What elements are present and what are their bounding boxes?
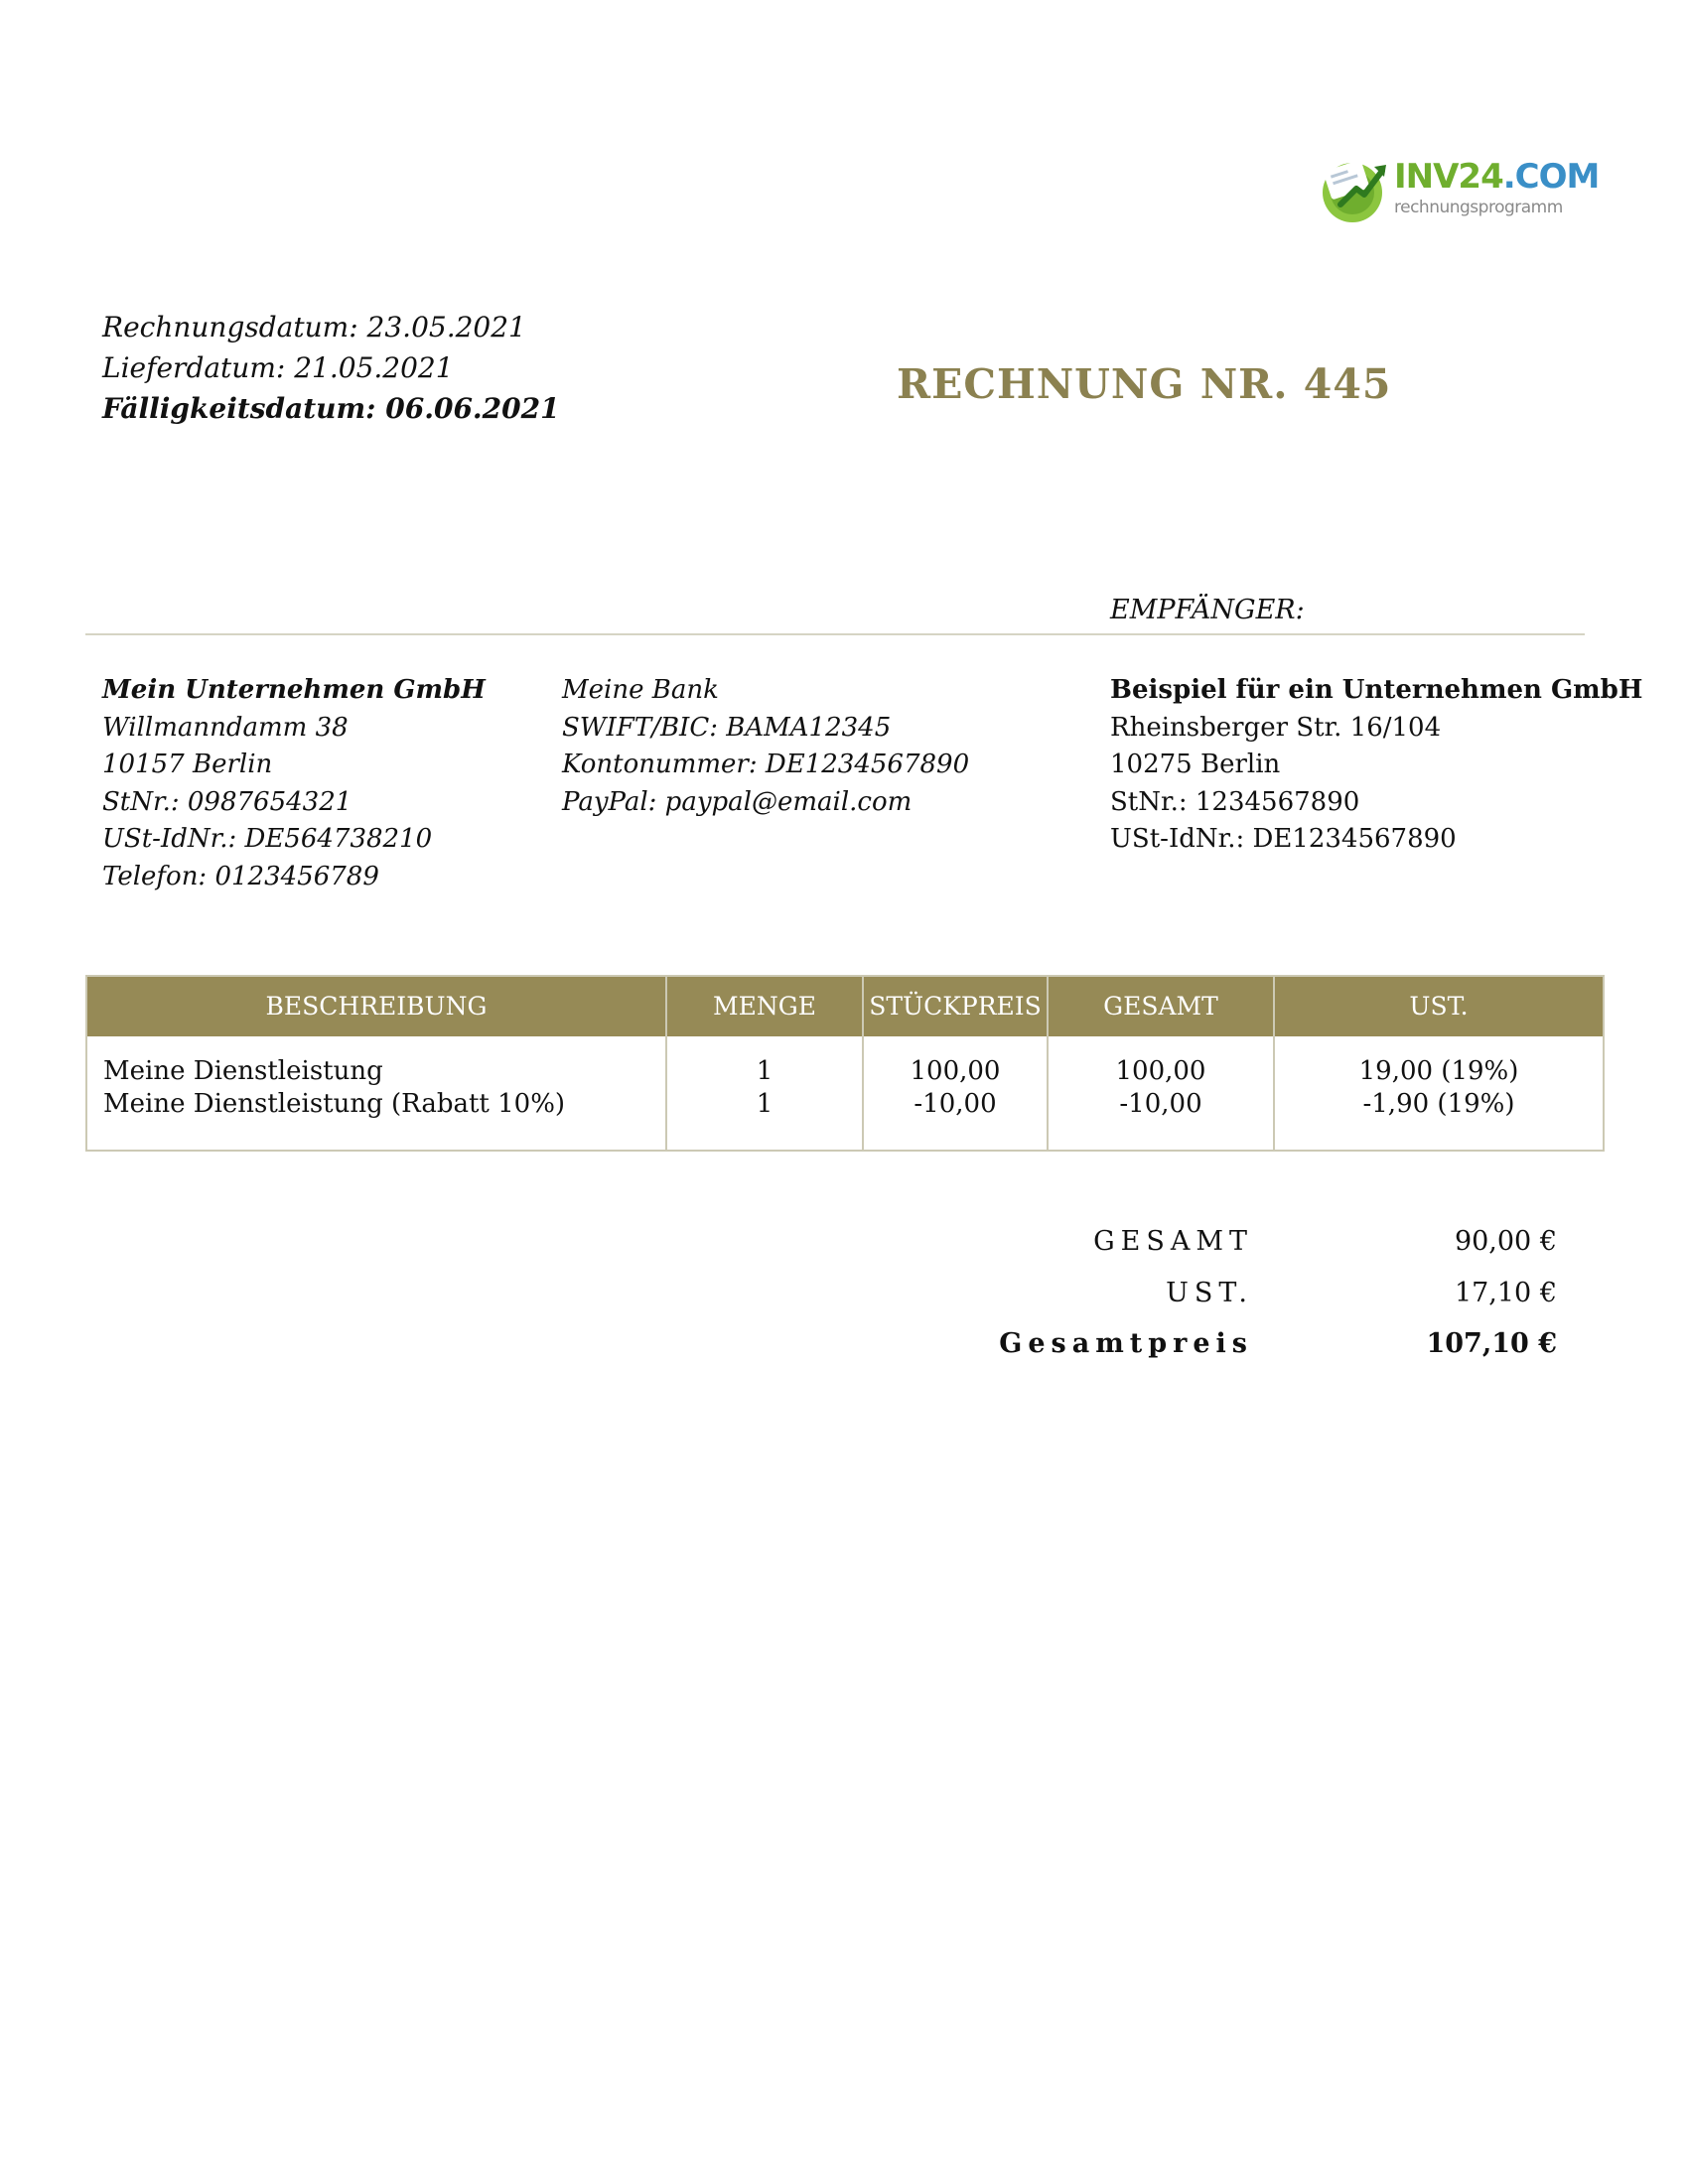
vat-total-value: 17,10 € <box>1454 1278 1557 1308</box>
sender-address <box>102 672 486 895</box>
grand-total-value: 107,10 € <box>1426 1328 1557 1359</box>
grand-total-label: Gesamtpreis <box>999 1328 1253 1359</box>
vat-total-label: UST. <box>1166 1278 1253 1308</box>
table-cell: 100,00 <box>1115 1056 1206 1086</box>
divider <box>85 633 1585 635</box>
net-total-label: GESAMT <box>1093 1226 1253 1257</box>
column-header-total: GESAMT <box>1103 992 1218 1021</box>
sender-street: Willmanndamm 38 <box>102 712 349 743</box>
sender-vat-id: USt-IdNr.: DE564738210 <box>102 824 433 854</box>
column-unit-price <box>862 977 1047 1150</box>
column-header-quantity: MENGE <box>713 992 816 1021</box>
table-cell: 1 <box>756 1056 774 1086</box>
recipient-heading: EMPFÄNGER: <box>1110 595 1305 625</box>
table-cell: Meine Dienstleistung (Rabatt 10%) <box>103 1089 566 1119</box>
recipient-tax-number: StNr.: 1234567890 <box>1110 786 1360 817</box>
bank-swift: SWIFT/BIC: BAMA12345 <box>562 712 892 743</box>
bank-details <box>562 672 969 821</box>
column-vat <box>1273 977 1603 1150</box>
bank-name: Meine Bank <box>562 675 719 705</box>
recipient-street: Rheinsberger Str. 16/104 <box>1110 712 1442 743</box>
table-cell: 100,00 <box>910 1056 1001 1086</box>
bank-paypal: PayPal: paypal@email.com <box>562 786 913 817</box>
column-description <box>87 977 665 1150</box>
table-cell: -10,00 <box>1119 1089 1202 1119</box>
table-cell: 19,00 (19%) <box>1358 1056 1519 1086</box>
table-cell: -10,00 <box>914 1089 997 1119</box>
table-cell: -1,90 (19%) <box>1362 1089 1515 1119</box>
sender-name: Mein Unternehmen GmbH <box>102 675 486 705</box>
company-logo <box>1319 149 1600 228</box>
column-header-vat: UST. <box>1409 992 1469 1021</box>
bank-account: Kontonummer: DE1234567890 <box>562 750 970 779</box>
column-header-description: BESCHREIBUNG <box>265 992 488 1021</box>
column-quantity <box>665 977 862 1150</box>
recipient-address <box>1110 672 1642 859</box>
column-total <box>1047 977 1273 1150</box>
recipient-vat-id: USt-IdNr.: DE1234567890 <box>1110 824 1457 854</box>
recipient-city: 10275 Berlin <box>1110 750 1281 779</box>
logo-wordmark: INV24.COM <box>1394 157 1600 197</box>
invoice-date: Rechnungsdatum: 23.05.2021 <box>102 311 526 343</box>
recipient-name: Beispiel für ein Unternehmen GmbH <box>1110 675 1643 705</box>
invoice-title: RECHNUNG NR. 445 <box>897 360 1392 408</box>
due-date: Fälligkeitsdatum: 06.06.2021 <box>102 392 560 425</box>
logo-tagline: rechnungsprogramm <box>1394 198 1563 217</box>
logo-icon <box>1319 153 1392 226</box>
sender-city: 10157 Berlin <box>102 750 273 779</box>
column-header-unit-price: STÜCKPREIS <box>869 992 1042 1021</box>
sender-tax-number: StNr.: 0987654321 <box>102 786 352 817</box>
line-items-table <box>85 975 1605 1152</box>
sender-phone: Telefon: 0123456789 <box>102 861 379 891</box>
delivery-date: Lieferdatum: 21.05.2021 <box>102 351 454 384</box>
table-cell: Meine Dienstleistung <box>103 1056 383 1086</box>
net-total-value: 90,00 € <box>1454 1226 1557 1257</box>
table-cell: 1 <box>756 1089 774 1119</box>
